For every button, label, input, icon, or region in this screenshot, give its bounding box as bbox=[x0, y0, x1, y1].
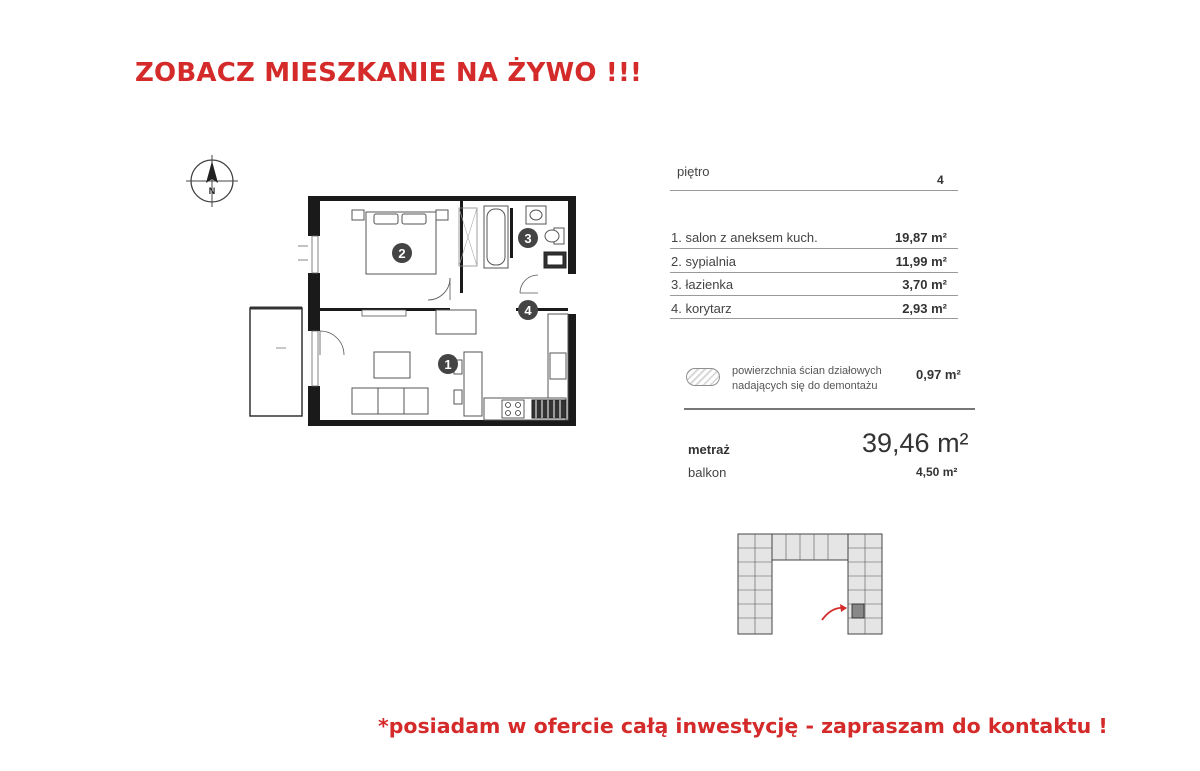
balcony-label: balkon bbox=[688, 465, 727, 480]
svg-text:1: 1 bbox=[444, 357, 452, 372]
compass-letter: N bbox=[208, 186, 216, 196]
room-area: 3,70 m² bbox=[902, 277, 947, 292]
cooktop bbox=[502, 400, 524, 418]
room-marker-2 bbox=[392, 243, 412, 263]
fridge bbox=[532, 400, 566, 418]
svg-text:4: 4 bbox=[524, 303, 532, 318]
floor-label: piętro bbox=[677, 164, 710, 179]
washing-machine bbox=[544, 252, 566, 268]
room-divider bbox=[670, 295, 958, 296]
compass-icon bbox=[186, 155, 238, 207]
location-arrow-icon bbox=[822, 604, 847, 620]
toilet bbox=[545, 228, 564, 244]
room-area: 2,93 m² bbox=[902, 301, 947, 316]
svg-text:2: 2 bbox=[398, 246, 406, 261]
washbasin bbox=[526, 206, 546, 224]
room-marker-4 bbox=[518, 300, 538, 320]
room-area: 11,99 m² bbox=[895, 254, 947, 269]
room-name: 1. salon z aneksem kuch. bbox=[671, 230, 818, 245]
building-key-plan bbox=[730, 528, 900, 640]
floor-plan bbox=[180, 148, 600, 448]
room-name: 3. łazienka bbox=[671, 277, 734, 292]
total-value: 39,46 m² bbox=[862, 428, 969, 458]
room-divider bbox=[670, 272, 958, 273]
headline: ZOBACZ MIESZKANIE NA ŻYWO !!! bbox=[135, 58, 643, 88]
total-divider bbox=[684, 408, 975, 410]
bathtub bbox=[484, 206, 508, 268]
tv-unit bbox=[362, 310, 406, 316]
room-name: 2. sypialnia bbox=[671, 254, 737, 269]
sofa bbox=[352, 388, 428, 414]
room-divider bbox=[670, 318, 958, 319]
svg-text:3: 3 bbox=[524, 231, 532, 246]
selected-unit bbox=[852, 604, 864, 618]
balcony-outline bbox=[250, 308, 302, 416]
room-divider bbox=[670, 248, 958, 249]
doors bbox=[320, 275, 538, 355]
room-name: 4. korytarz bbox=[671, 301, 732, 316]
total-label: metraż bbox=[688, 442, 730, 457]
walls-note-text: powierzchnia ścian działowych nadających się do demontażu bbox=[732, 365, 882, 392]
bed bbox=[352, 210, 448, 274]
balcony-value: 4,50 m² bbox=[916, 465, 958, 479]
walls-note-area: 0,97 m² bbox=[916, 367, 961, 382]
room-area: 19,87 m² bbox=[894, 230, 947, 245]
hatch-legend-icon bbox=[686, 368, 720, 386]
room-marker-3 bbox=[518, 228, 538, 248]
floor-value: 4 bbox=[937, 173, 944, 187]
chairs bbox=[454, 352, 482, 416]
floor-divider bbox=[670, 190, 958, 191]
room-marker-1 bbox=[438, 354, 458, 374]
footer-note: *posiadam w ofercie całą inwestycję - zapraszam do kontaktu ! bbox=[378, 714, 1108, 738]
